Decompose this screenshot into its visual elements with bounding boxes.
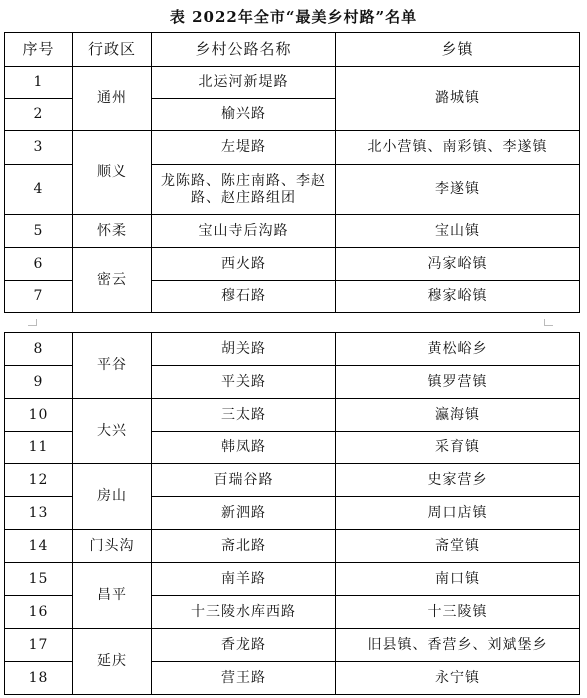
town-cell: 镇罗营镇 <box>336 366 580 399</box>
town-cell: 瀛海镇 <box>336 399 580 432</box>
header-serial: 序号 <box>5 33 73 67</box>
table-row <box>5 333 580 366</box>
town-cell: 潞城镇 <box>336 67 580 131</box>
page-break-marks <box>4 317 579 329</box>
district-cell: 大兴 <box>73 399 152 464</box>
table-row <box>5 248 580 281</box>
serial-cell: 9 <box>5 366 73 399</box>
town-cell: 穆家峪镇 <box>336 281 580 313</box>
table-row <box>5 530 580 563</box>
road-cell: 南羊路 <box>152 563 336 596</box>
town-cell: 斋堂镇 <box>336 530 580 563</box>
town-cell: 周口店镇 <box>336 497 580 530</box>
serial-cell: 7 <box>5 281 73 313</box>
serial-cell: 11 <box>5 432 73 464</box>
road-cell: 香龙路 <box>152 629 336 662</box>
table-row <box>5 215 580 248</box>
district-cell: 门头沟 <box>73 530 152 563</box>
serial-cell: 15 <box>5 563 73 596</box>
table-row <box>5 563 580 596</box>
serial-cell: 12 <box>5 464 73 497</box>
town-cell: 永宁镇 <box>336 662 580 695</box>
town-cell: 南口镇 <box>336 563 580 596</box>
district-cell: 昌平 <box>73 563 152 629</box>
serial-cell: 3 <box>5 131 73 165</box>
serial-cell: 1 <box>5 67 73 99</box>
road-cell: 龙陈路、陈庄南路、李赵路、赵庄路组团 <box>152 165 336 215</box>
town-cell: 采育镇 <box>336 432 580 464</box>
serial-cell: 13 <box>5 497 73 530</box>
road-cell: 榆兴路 <box>152 99 336 131</box>
serial-cell: 2 <box>5 99 73 131</box>
serial-cell: 8 <box>5 333 73 366</box>
town-cell: 十三陵镇 <box>336 596 580 629</box>
district-cell: 平谷 <box>73 333 152 399</box>
roads-table-part-1 <box>4 32 580 313</box>
road-cell: 穆石路 <box>152 281 336 313</box>
town-cell: 黄松峪乡 <box>336 333 580 366</box>
table-row <box>5 67 580 99</box>
town-cell: 史家营乡 <box>336 464 580 497</box>
road-cell: 三太路 <box>152 399 336 432</box>
roads-table-part-2 <box>4 332 580 695</box>
town-cell: 宝山镇 <box>336 215 580 248</box>
road-cell: 平关路 <box>152 366 336 399</box>
road-cell: 胡关路 <box>152 333 336 366</box>
road-cell: 新泗路 <box>152 497 336 530</box>
table-row <box>5 399 580 432</box>
serial-cell: 16 <box>5 596 73 629</box>
serial-cell: 6 <box>5 248 73 281</box>
town-cell: 冯家峪镇 <box>336 248 580 281</box>
road-cell: 十三陵水库西路 <box>152 596 336 629</box>
town-cell: 李遂镇 <box>336 165 580 215</box>
serial-cell: 10 <box>5 399 73 432</box>
header-row <box>5 33 580 67</box>
serial-cell: 5 <box>5 215 73 248</box>
table-row <box>5 131 580 165</box>
road-cell: 宝山寺后沟路 <box>152 215 336 248</box>
district-cell: 房山 <box>73 464 152 530</box>
road-cell: 营王路 <box>152 662 336 695</box>
road-cell: 西火路 <box>152 248 336 281</box>
town-cell: 北小营镇、南彩镇、李遂镇 <box>336 131 580 165</box>
road-cell: 左堤路 <box>152 131 336 165</box>
crop-mark <box>28 319 37 326</box>
serial-cell: 17 <box>5 629 73 662</box>
district-cell: 怀柔 <box>73 215 152 248</box>
header-district: 行政区 <box>73 33 152 67</box>
district-cell: 顺义 <box>73 131 152 215</box>
road-cell: 韩凤路 <box>152 432 336 464</box>
serial-cell: 18 <box>5 662 73 695</box>
header-road-name: 乡村公路名称 <box>152 33 336 67</box>
serial-cell: 14 <box>5 530 73 563</box>
table-title: 表 2022年全市“最美乡村路”名单 <box>169 8 418 26</box>
district-cell: 密云 <box>73 248 152 313</box>
road-cell: 斋北路 <box>152 530 336 563</box>
header-town: 乡镇 <box>336 33 580 67</box>
town-cell: 旧县镇、香营乡、刘斌堡乡 <box>336 629 580 662</box>
crop-mark <box>544 319 553 326</box>
table-row <box>5 464 580 497</box>
serial-cell: 4 <box>5 165 73 215</box>
district-cell: 通州 <box>73 67 152 131</box>
district-cell: 延庆 <box>73 629 152 695</box>
table-row <box>5 629 580 662</box>
road-cell: 北运河新堤路 <box>152 67 336 99</box>
road-cell: 百瑞谷路 <box>152 464 336 497</box>
